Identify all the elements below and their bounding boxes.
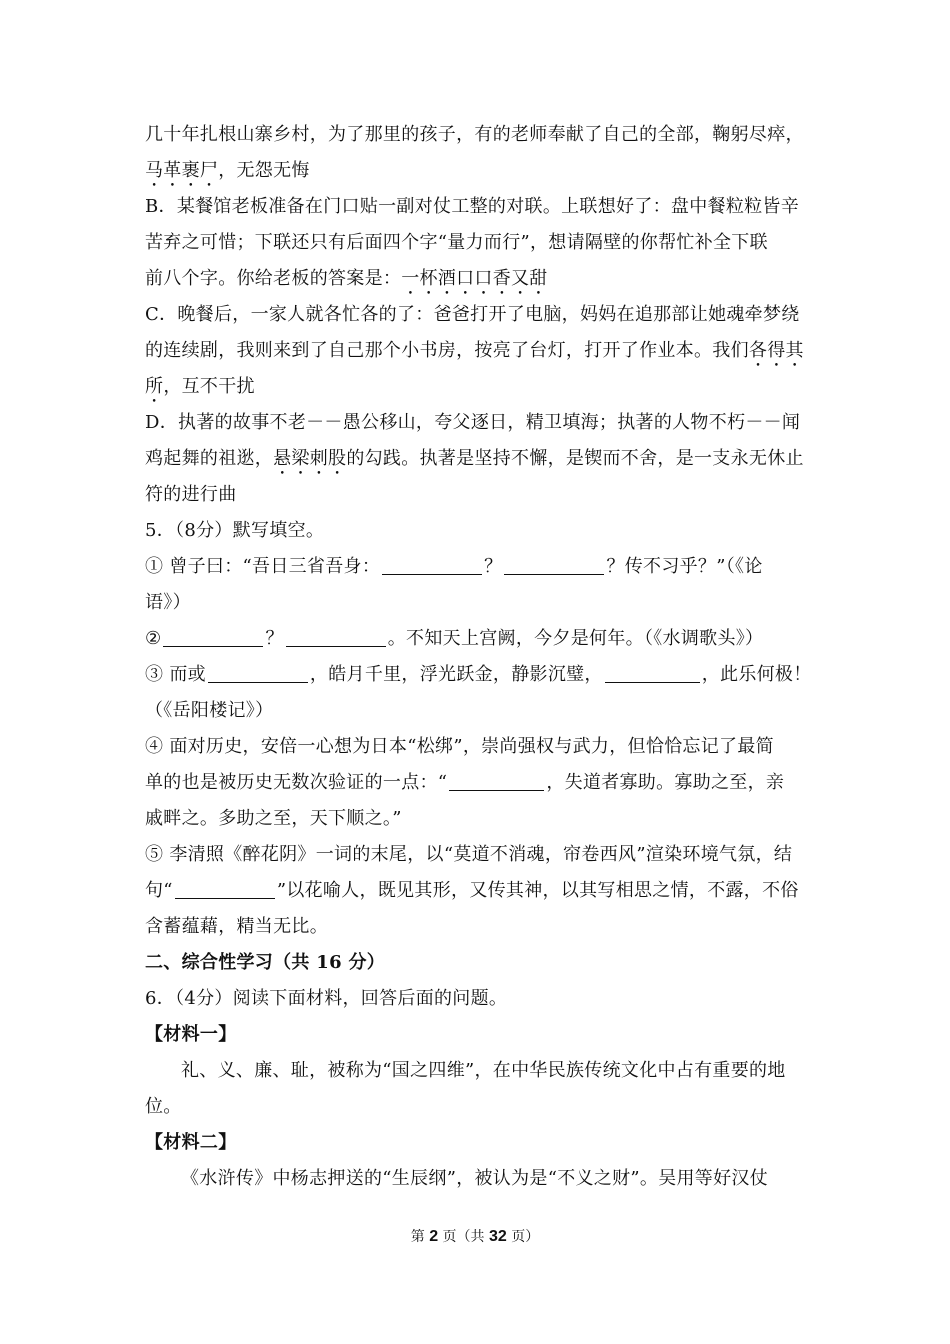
text-line: 苦弃之可惜；下联还只有后面四个字“量力而行”，想请隔壁的你帮忙补全下联 [145, 232, 768, 253]
text-span: ？传不习乎？”（《论 [606, 556, 763, 577]
material-one-text: 礼、义、廉、耻，被称为“国之四维”，在中华民族传统文化中占有重要的地 [181, 1060, 786, 1081]
option-b-line: B．某餐馆老板准备在门口贴一副对仗工整的对联。上联想好了：盘中餐粒粒皆辛 [145, 196, 800, 217]
text-line [145, 441, 807, 477]
text-line: （《岳阳楼记》） [145, 700, 274, 721]
text-line [145, 261, 807, 297]
page-number: 2 [429, 1228, 439, 1245]
text-span: ，互不干扰 [163, 376, 255, 397]
answer-blank[interactable] [449, 772, 544, 791]
emphasized-text: 各得其 [748, 340, 804, 361]
total-pages: 32 [489, 1228, 507, 1245]
fill-item-1 [145, 549, 807, 585]
text-span: 句“ [145, 880, 173, 901]
material-two-text: 《水浒传》中杨志押送的“生辰纲”，被认为是“不义之财”。吴用等好汉仗 [181, 1168, 769, 1189]
page-content [145, 117, 812, 1197]
text-line: 位。 [145, 1096, 182, 1117]
answer-blank[interactable] [163, 628, 263, 647]
text-line [145, 873, 807, 909]
text-line: 符的进行曲 [145, 484, 237, 505]
answer-blank[interactable] [382, 556, 482, 575]
text-line: 戚畔之。多助之至，天下顺之。” [145, 808, 402, 829]
text-line [145, 369, 807, 405]
fill-item-5: ⑤ 李清照《醉花阴》一词的末尾，以“莫道不消魂，帘卷西风”渲染环境气氛，结 [145, 844, 793, 865]
text-line: 含蓄蕴藉，精当无比。 [145, 916, 328, 937]
emphasized-text: 马革裹尸 [145, 160, 219, 181]
text-line [145, 153, 807, 189]
text-span: 。不知天上宫阙，今夕是何年。（《水调歌头》） [387, 628, 764, 649]
question-6-heading: 6．（4分）阅读下面材料，回答后面的问题。 [145, 988, 508, 1009]
material-one-label: 【材料一】 [145, 1024, 237, 1045]
text-span: 鸡起舞的祖逖， [145, 448, 274, 469]
text-span: 的勾践。执著是坚持不懈，是锲而不舍，是一支永无休止 [346, 448, 804, 469]
emphasized-text: 悬梁刺股 [273, 448, 347, 469]
text-line: 几十年扎根山寨乡村，为了那里的孩子，有的老师奉献了自己的全部，鞠躬尽瘁， [145, 124, 804, 145]
text-span: ，皓月千里，浮光跃金，静影沉璧， [309, 664, 603, 685]
fill-item-4: ④ 面对历史，安倍一心想为日本“松绑”，崇尚强权与武力，但恰恰忘记了最简 [145, 736, 774, 757]
page-footer [0, 1226, 950, 1246]
text-span: 的连续剧，我则来到了自己那个小书房，按亮了台灯，打开了作业本。我们 [145, 340, 749, 361]
fill-item-3 [145, 657, 812, 693]
text-line [145, 333, 807, 369]
text-span: ② [145, 628, 162, 649]
text-span: ③ 而或 [145, 664, 206, 685]
answer-blank[interactable] [208, 664, 308, 683]
emphasized-text: 一杯酒口口香又甜 [401, 268, 548, 289]
answer-blank[interactable] [175, 880, 275, 899]
text-span: 单的也是被历史无数次验证的一点：“ [145, 772, 448, 793]
text-span: 前八个字。你给老板的答案是： [145, 268, 402, 289]
material-two-label: 【材料二】 [145, 1132, 237, 1153]
text-span: ？ [265, 628, 284, 649]
section-heading: 二、综合性学习（共 16 分） [145, 952, 386, 973]
text-span: ，失道者寡助。寡助之至，亲 [546, 772, 785, 793]
fill-item-2 [145, 621, 807, 657]
footer-text: 页） [511, 1229, 540, 1245]
option-c-line: C．晚餐后，一家人就各忙各的了：爸爸打开了电脑，妈妈在追那部让她魂牵梦绕 [145, 304, 800, 325]
answer-blank[interactable] [605, 664, 700, 683]
text-span: ？ [484, 556, 503, 577]
footer-text: 第 [410, 1229, 425, 1245]
answer-blank[interactable] [286, 628, 386, 647]
text-line: 语》） [145, 592, 191, 613]
footer-text: 页（共 [442, 1229, 485, 1245]
emphasized-text: 所 [145, 376, 164, 397]
question-5-heading: 5．（8分）默写填空。 [145, 520, 325, 541]
text-span: ，无怨无悔 [218, 160, 310, 181]
text-span: ① 曾子曰：“吾日三省吾身： [145, 556, 381, 577]
answer-blank[interactable] [504, 556, 604, 575]
text-span: ”以花喻人，既见其形，又传其神，以其写相思之情，不露，不俗 [276, 880, 799, 901]
text-span: ，此乐何极！ [701, 664, 812, 685]
text-line [145, 765, 807, 801]
option-d-line: D．执著的故事不老－－愚公移山，夸父逐日，精卫填海；执著的人物不朽－－闻 [145, 412, 801, 433]
